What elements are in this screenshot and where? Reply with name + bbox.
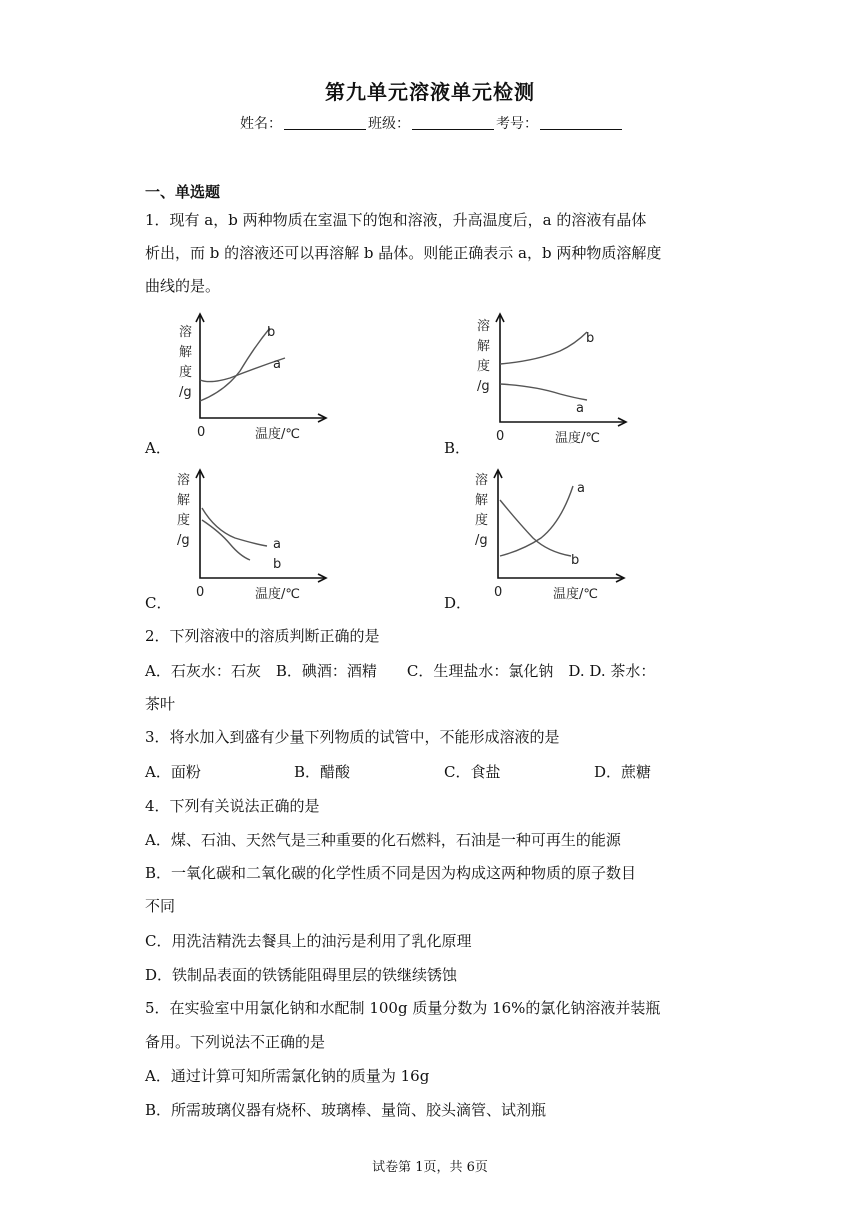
curve-a-label: a xyxy=(273,357,281,372)
y-label-1: 溶 xyxy=(477,319,491,334)
y-label-4: /g xyxy=(179,385,192,400)
y-label-4: /g xyxy=(177,533,190,548)
class-blank xyxy=(412,117,494,130)
q2-stem: 2．下列溶液中的溶质判断正确的是 xyxy=(145,627,380,645)
q1-option-b-label: B． xyxy=(444,439,471,457)
q5-stem-2: 备用。下列说法不正确的是 xyxy=(145,1033,326,1051)
x-label: 温度/℃ xyxy=(255,427,300,442)
student-info-line xyxy=(240,113,624,133)
exam-no-label: 考号： xyxy=(496,116,538,132)
q4-option-c: C．用洗洁精洗去餐具上的油污是利用了乳化原理 xyxy=(145,932,472,950)
q5-option-a: A．通过计算可知所需氯化钠的质量为 16g xyxy=(145,1067,430,1085)
y-label-3: 度 xyxy=(179,365,193,380)
y-label-4: /g xyxy=(475,533,488,548)
q1-graph-b xyxy=(475,306,635,456)
q4-option-b-cont: 不同 xyxy=(145,897,176,915)
curve-b-label: b xyxy=(273,557,282,572)
graph-axes xyxy=(498,472,623,578)
origin-label: 0 xyxy=(494,585,503,600)
name-blank xyxy=(284,117,366,130)
y-label-2: 解 xyxy=(177,493,191,508)
q5-stem-1: 5．在实验室中用氯化钠和水配制 100g 质量分数为 16%的氯化钠溶液并装瓶 xyxy=(145,999,661,1017)
page-title: 第九单元溶液单元检测 xyxy=(325,80,535,104)
q4-option-a: A．煤、石油、天然气是三种重要的化石燃料，石油是一种可再生的能源 xyxy=(145,831,621,849)
curve-b xyxy=(500,500,571,556)
q3-stem: 3．将水加入到盛有少量下列物质的试管中，不能形成溶液的是 xyxy=(145,728,560,746)
curve-b-label: b xyxy=(571,553,580,568)
page-footer: 试卷第 1页，共 6页 xyxy=(372,1160,488,1175)
curve-a xyxy=(500,486,573,556)
q1-line-3: 曲线的是。 xyxy=(145,277,221,295)
q4-option-d: D．铁制品表面的铁锈能阻碍里层的铁继续锈蚀 xyxy=(145,966,458,984)
name-label: 姓名： xyxy=(240,116,282,132)
y-label-2: 解 xyxy=(475,493,489,508)
q1-graph-c xyxy=(175,462,335,612)
curve-a-label: a xyxy=(273,537,281,552)
x-label: 温度/℃ xyxy=(553,587,598,602)
q3-option-c: C．食盐 xyxy=(444,763,501,781)
q1-line-1: 1．现有 a，b 两种物质在室温下的饱和溶液，升高温度后，a 的溶液有晶体 xyxy=(145,211,647,229)
q2-options-line-1: A．石灰水：石灰 B．碘酒：酒精 C．生理盐水：氯化钠 D. D. 茶水： xyxy=(145,662,656,680)
class-label: 班级： xyxy=(368,116,410,132)
y-label-3: 度 xyxy=(177,513,191,528)
origin-label: 0 xyxy=(196,585,205,600)
y-label-1: 溶 xyxy=(179,325,193,340)
y-label-2: 解 xyxy=(477,339,491,354)
curve-a xyxy=(500,384,587,400)
q3-option-d: D．蔗糖 xyxy=(594,763,652,781)
y-label-2: 解 xyxy=(179,345,193,360)
q4-option-b: B．一氧化碳和二氧化碳的化学性质不同是因为构成这两种物质的原子数目 xyxy=(145,864,637,882)
y-label-4: /g xyxy=(477,379,490,394)
q5-option-b: B．所需玻璃仪器有烧杯、玻璃棒、量筒、胶头滴管、试剂瓶 xyxy=(145,1101,547,1119)
y-label-1: 溶 xyxy=(475,473,489,488)
q1-option-d-label: D． xyxy=(444,594,472,612)
x-label: 温度/℃ xyxy=(255,587,300,602)
origin-label: 0 xyxy=(496,429,505,444)
q2-options-line-2: 茶叶 xyxy=(145,695,176,713)
y-label-3: 度 xyxy=(475,513,489,528)
curve-b xyxy=(500,332,587,364)
curve-b-label: b xyxy=(586,331,595,346)
q1-graph-d xyxy=(473,462,633,612)
curve-b-label: b xyxy=(267,325,276,340)
y-label-1: 溶 xyxy=(177,473,191,488)
q3-option-b: B．醋酸 xyxy=(294,763,351,781)
q1-option-a-label: A． xyxy=(145,439,171,457)
q1-option-c-label: C． xyxy=(145,594,172,612)
q4-stem: 4．下列有关说法正确的是 xyxy=(145,797,320,815)
q1-line-2: 析出，而 b 的溶液还可以再溶解 b 晶体。则能正确表示 a，b 两种物质溶解度 xyxy=(145,244,662,262)
x-label: 温度/℃ xyxy=(555,431,600,446)
q1-graph-a xyxy=(175,306,335,456)
exam-no-blank xyxy=(540,117,622,130)
graph-axes xyxy=(500,316,625,422)
origin-label: 0 xyxy=(197,425,206,440)
graph-axes xyxy=(200,316,325,418)
section-heading: 一、单选题 xyxy=(145,183,221,201)
graph-axes xyxy=(200,472,325,578)
q3-option-a: A．面粉 xyxy=(145,763,201,781)
y-label-3: 度 xyxy=(477,359,491,374)
curve-a-label: a xyxy=(577,481,585,496)
curve-a-label: a xyxy=(576,401,584,416)
curve-b xyxy=(200,328,270,401)
